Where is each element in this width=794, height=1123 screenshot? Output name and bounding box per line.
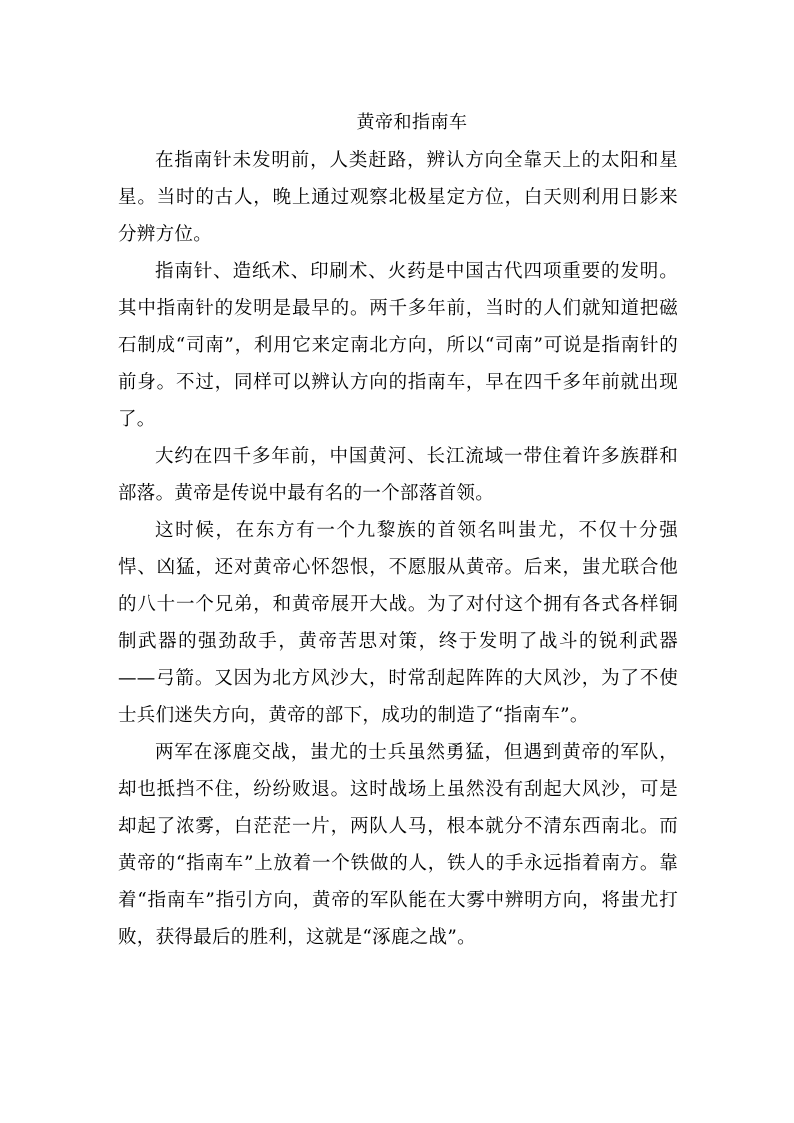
paragraph-4: 这时候，在东方有一个九黎族的首领名叫蚩尤，不仅十分强悍、凶猛，还对黄帝心怀怨恨，不愿服从黄帝。后来，蚩尤联合他的八十一个兄弟，和黄帝展开大战。为了对付这个拥有各式各样铜制武器的强劲敌手，黄帝苦思对策，终于发明了战斗的锐利武器——弓箭。又因为北方风沙大，时常刮起阵阵的大风沙，为了不使士兵们迷失方向，黄帝的部下，成功的制造了“指南车”。 (118, 520, 678, 726)
document-body (118, 104, 678, 956)
paragraph-5: 两军在涿鹿交战，蚩尤的士兵虽然勇猛，但遇到黄帝的军队，却也抵挡不住，纷纷败退。这时战场上虽然没有刮起大风沙，可是却起了浓雾，白茫茫一片，两队人马，根本就分不清东西南北。而黄帝的“指南车”上放着一个铁做的人，铁人的手永远指着南方。靠着“指南车”指引方向，黄帝的军队能在大雾中辨明方向，将蚩尤打败，获得最后的胜利，这就是“涿鹿之战”。 (118, 742, 678, 948)
document-title: 黄帝和指南车 (356, 112, 468, 133)
paragraph-3: 大约在四千多年前，中国黄河、长江流域一带住着许多族群和部落。黄帝是传说中最有名的一个部落首领。 (118, 446, 678, 504)
paragraph-2: 指南针、造纸术、印刷术、火药是中国古代四项重要的发明。其中指南针的发明是最早的。两千多年前，当时的人们就知道把磁石制成“司南”，利用它来定南北方向，所以“司南”可说是指南针的前身。不过，同样可以辨认方向的指南车，早在四千多年前就出现了。 (118, 261, 678, 430)
paragraph-1: 在指南针未发明前，人类赶路，辨认方向全靠天上的太阳和星星。当时的古人，晚上通过观察北极星定方位，白天则利用日影来分辨方位。 (118, 150, 678, 245)
